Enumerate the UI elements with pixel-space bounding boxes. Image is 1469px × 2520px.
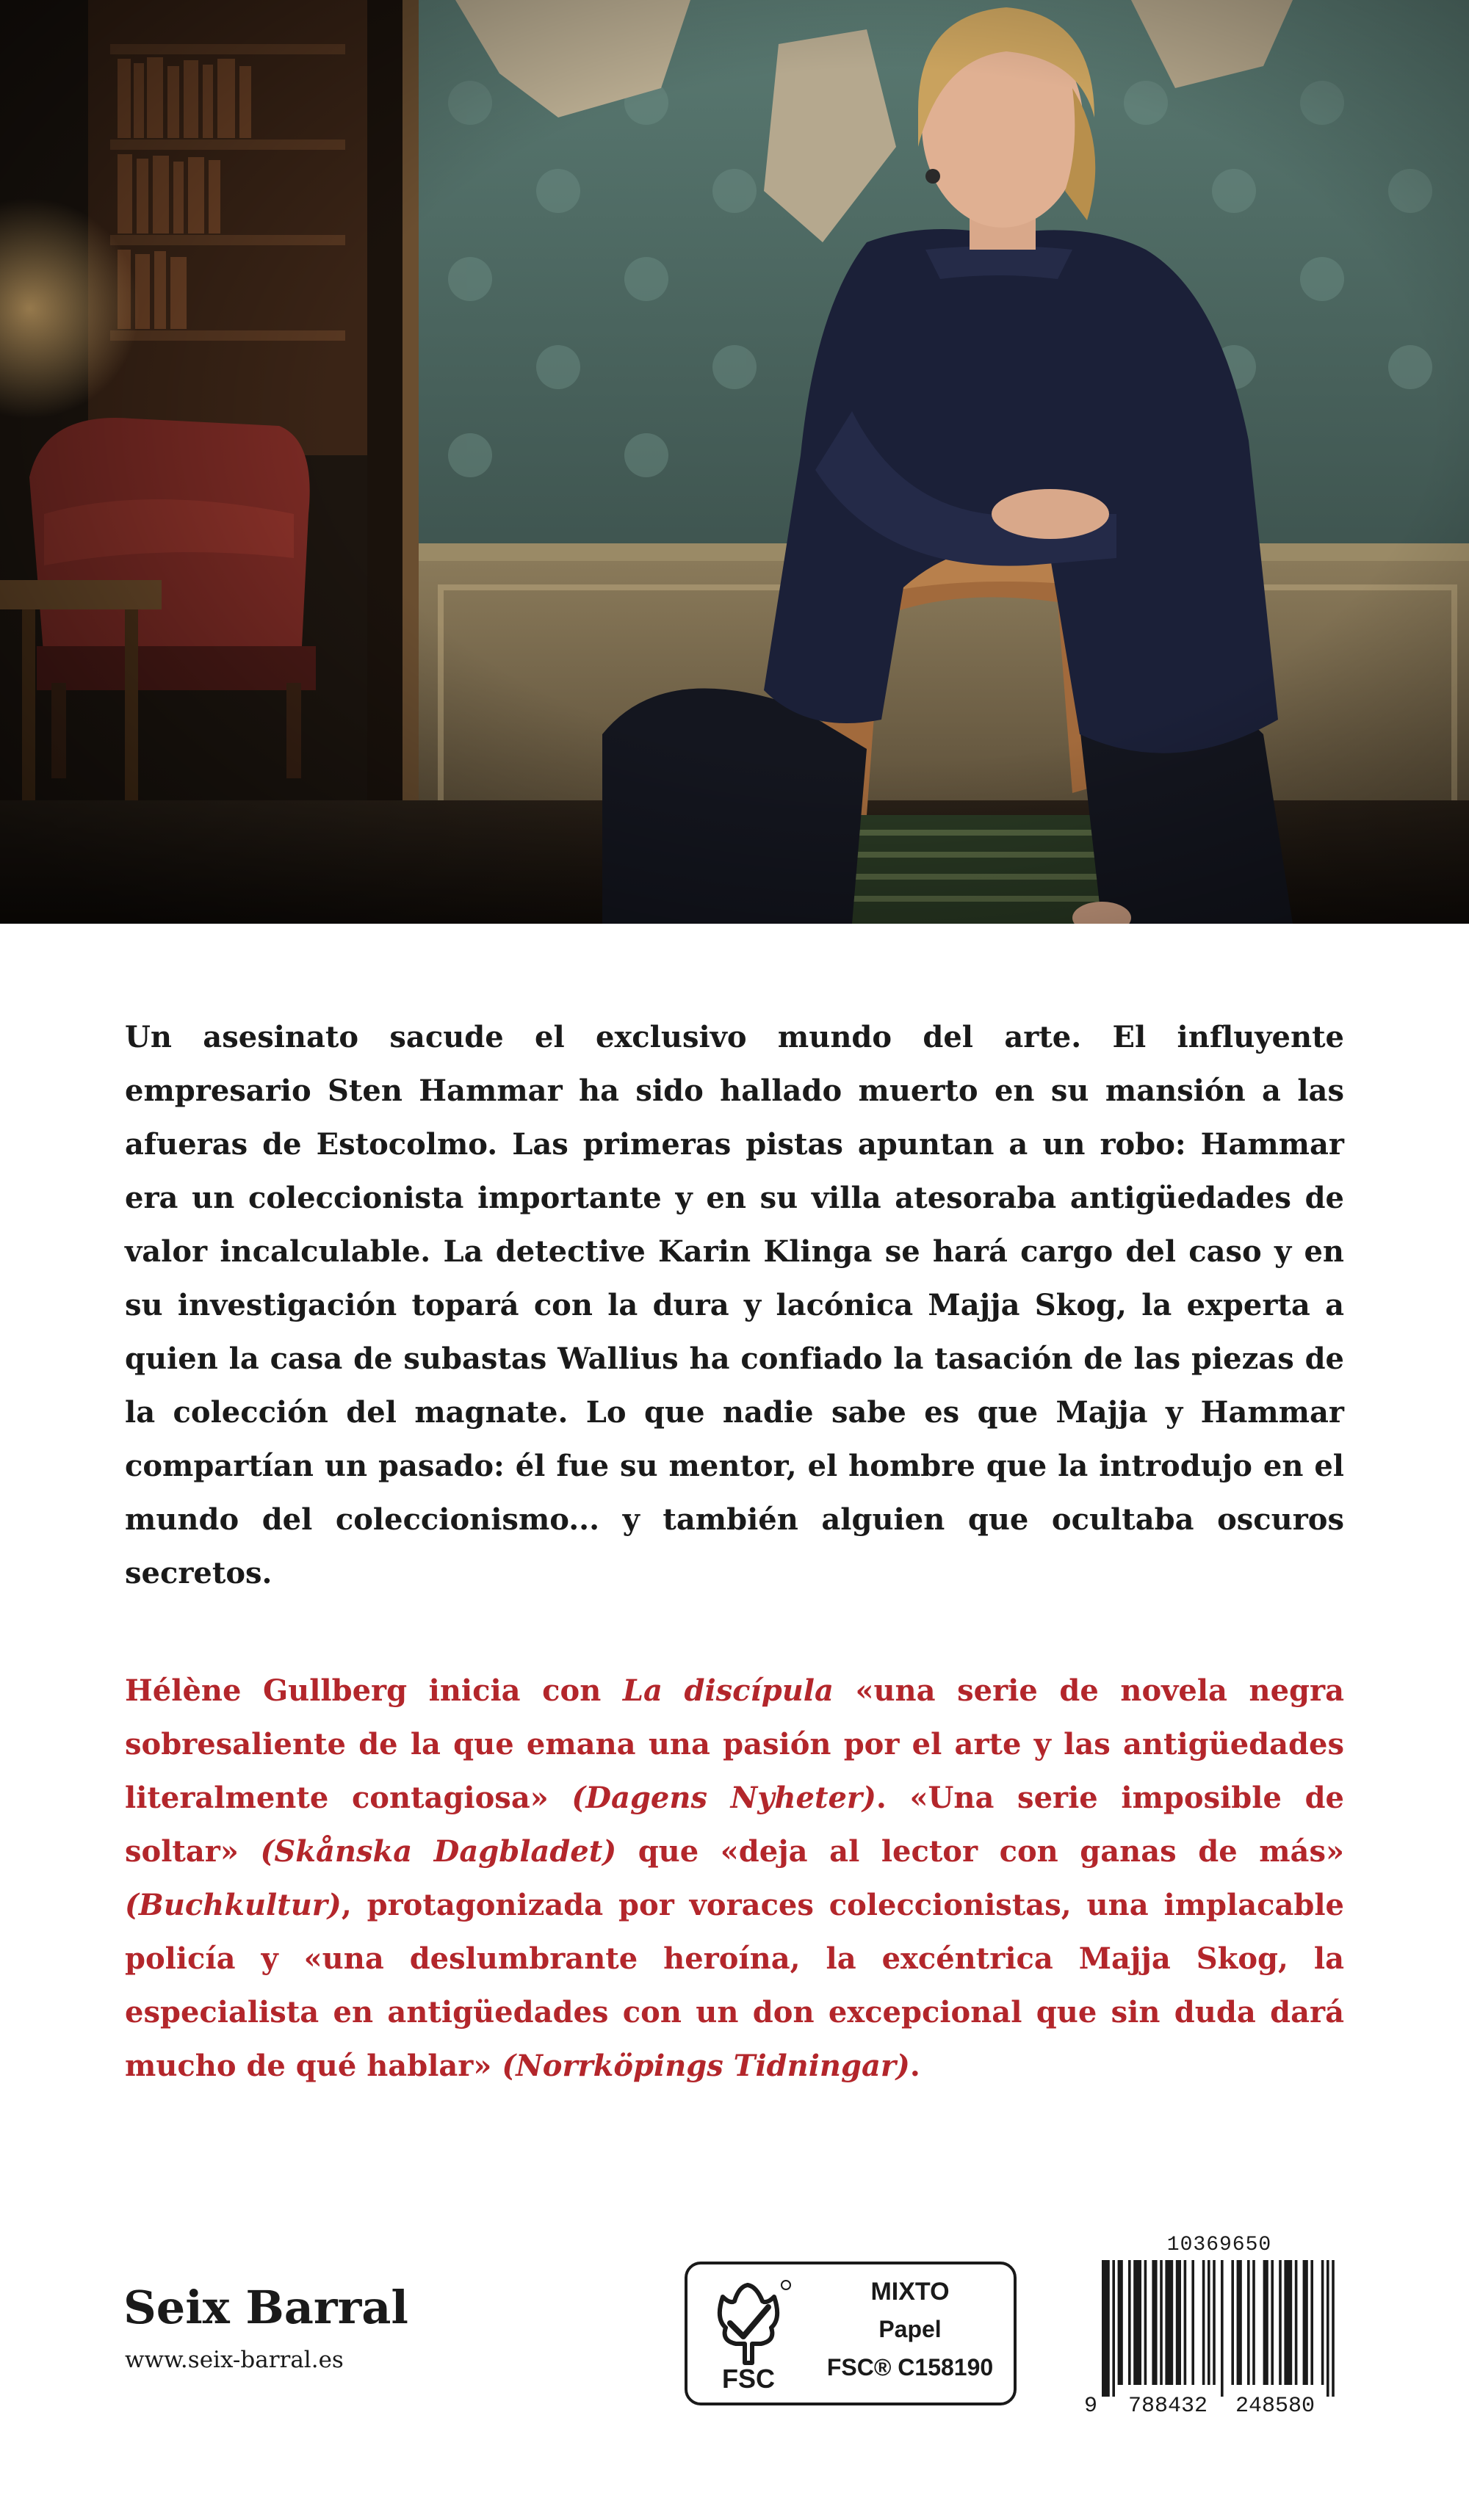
praise-quote-4: , protagonizada por voraces coleccionistas, una implacable policía y «una deslumbrante heroína, la excéntrica Majja Skog, la especialista en antigüedades con un don excepcional que sin duda dará mucho de qué hablar»	[125, 1888, 1344, 2083]
fsc-logo-text: FSC	[722, 2364, 775, 2392]
barcode-top-number: 10369650	[1166, 2234, 1272, 2256]
book-title: La discípula	[622, 1673, 834, 1708]
praise-text	[125, 1664, 1344, 2093]
barcode-bar	[1279, 2260, 1282, 2385]
source-skanska-dagbladet: (Skånska Dagbladet)	[260, 1834, 617, 1869]
fsc-label	[685, 2262, 1017, 2405]
barcode-bar	[1327, 2260, 1329, 2397]
barcode-group-2: 248580	[1235, 2394, 1315, 2414]
barcode-bar	[1263, 2260, 1268, 2385]
barcode-bar	[1165, 2260, 1173, 2385]
barcode-bar	[1303, 2260, 1308, 2385]
barcode-bar	[1310, 2260, 1313, 2385]
publisher-url: www.seix-barral.es	[125, 2347, 344, 2373]
author-photo	[0, 0, 1469, 924]
praise-quote-2: . «Una serie imposible de soltar»	[125, 1781, 1344, 1869]
barcode-bar	[1112, 2260, 1115, 2397]
barcode-bar	[1133, 2260, 1141, 2385]
barcode-bar	[1128, 2260, 1131, 2385]
fsc-tree-icon	[701, 2275, 796, 2392]
barcode-bar	[1271, 2260, 1274, 2385]
barcode-bar	[1237, 2260, 1242, 2385]
barcode-bar	[1252, 2260, 1255, 2385]
source-buchkultur: (Buchkultur)	[125, 1888, 342, 1922]
fsc-mixto: MIXTO	[870, 2278, 950, 2306]
barcode-group-1: 788432	[1127, 2394, 1208, 2414]
barcode-bar	[1231, 2260, 1234, 2385]
praise-quote-1: «una serie de novela negra sobresaliente de la que emana una pasión por el arte y las antigüedades literalmente contagiosa»	[125, 1673, 1345, 1815]
synopsis-text: Un asesinato sacude el exclusivo mundo del arte. El influyente empresario Sten Hammar ha sido hallado muerto en su mansión a las afueras de Estocolmo. Las primeras pistas apuntan a un robo: Hammar era un coleccionista importante y en su villa atesoraba antigüedades de valor incalculable. La detective Karin Klinga se hará cargo del caso y en su investigación topará con la dura y lacónica Majja Skog, la experta a quien la casa de subastas Wallius ha confiado la tasación de las piezas de la colección del magnate. Lo que nadie sabe es que Majja y Hammar compartían un pasado: él fue su mentor, el hombre que la introdujo en el mundo del coleccionismo... y también alguien que ocultaba oscuros secretos.	[125, 1020, 1344, 1590]
barcode-bar	[1208, 2260, 1210, 2385]
isbn-barcode	[1077, 2260, 1349, 2414]
praise-quote-3: que «deja al lector con ganas de más»	[616, 1834, 1344, 1869]
source-dagens-nyheter: (Dagens Nyheter)	[571, 1781, 876, 1815]
barcode-bar	[1191, 2260, 1194, 2385]
barcode-bar	[1152, 2260, 1157, 2385]
barcode-bar	[1295, 2260, 1298, 2385]
barcode-bar	[1184, 2260, 1187, 2385]
fsc-papel: Papel	[878, 2316, 942, 2342]
barcode-bar	[1160, 2260, 1163, 2385]
barcode-bar	[1213, 2260, 1216, 2385]
barcode-bar	[1332, 2260, 1335, 2397]
barcode-bar	[1321, 2260, 1324, 2385]
barcode-bar	[1102, 2260, 1110, 2397]
barcode-bar	[1118, 2260, 1123, 2385]
barcode-bar	[1202, 2260, 1205, 2385]
source-norrkopings-tidningar: (Norrköpings Tidningar)	[502, 2049, 910, 2083]
barcode-first-digit: 9	[1084, 2394, 1098, 2414]
barcode-bar	[1221, 2260, 1224, 2397]
barcode-bar	[1284, 2260, 1292, 2385]
praise-intro: Hélène Gullberg inicia con	[125, 1673, 623, 1708]
barcode-bars	[1102, 2260, 1335, 2397]
praise-end: .	[909, 2049, 920, 2083]
barcode-bar	[1176, 2260, 1181, 2385]
fsc-code: FSC® C158190	[826, 2354, 994, 2380]
barcode-bar	[1247, 2260, 1250, 2385]
publisher-logo: Seix Barral	[123, 2281, 408, 2334]
barcode-bar	[1144, 2260, 1147, 2385]
